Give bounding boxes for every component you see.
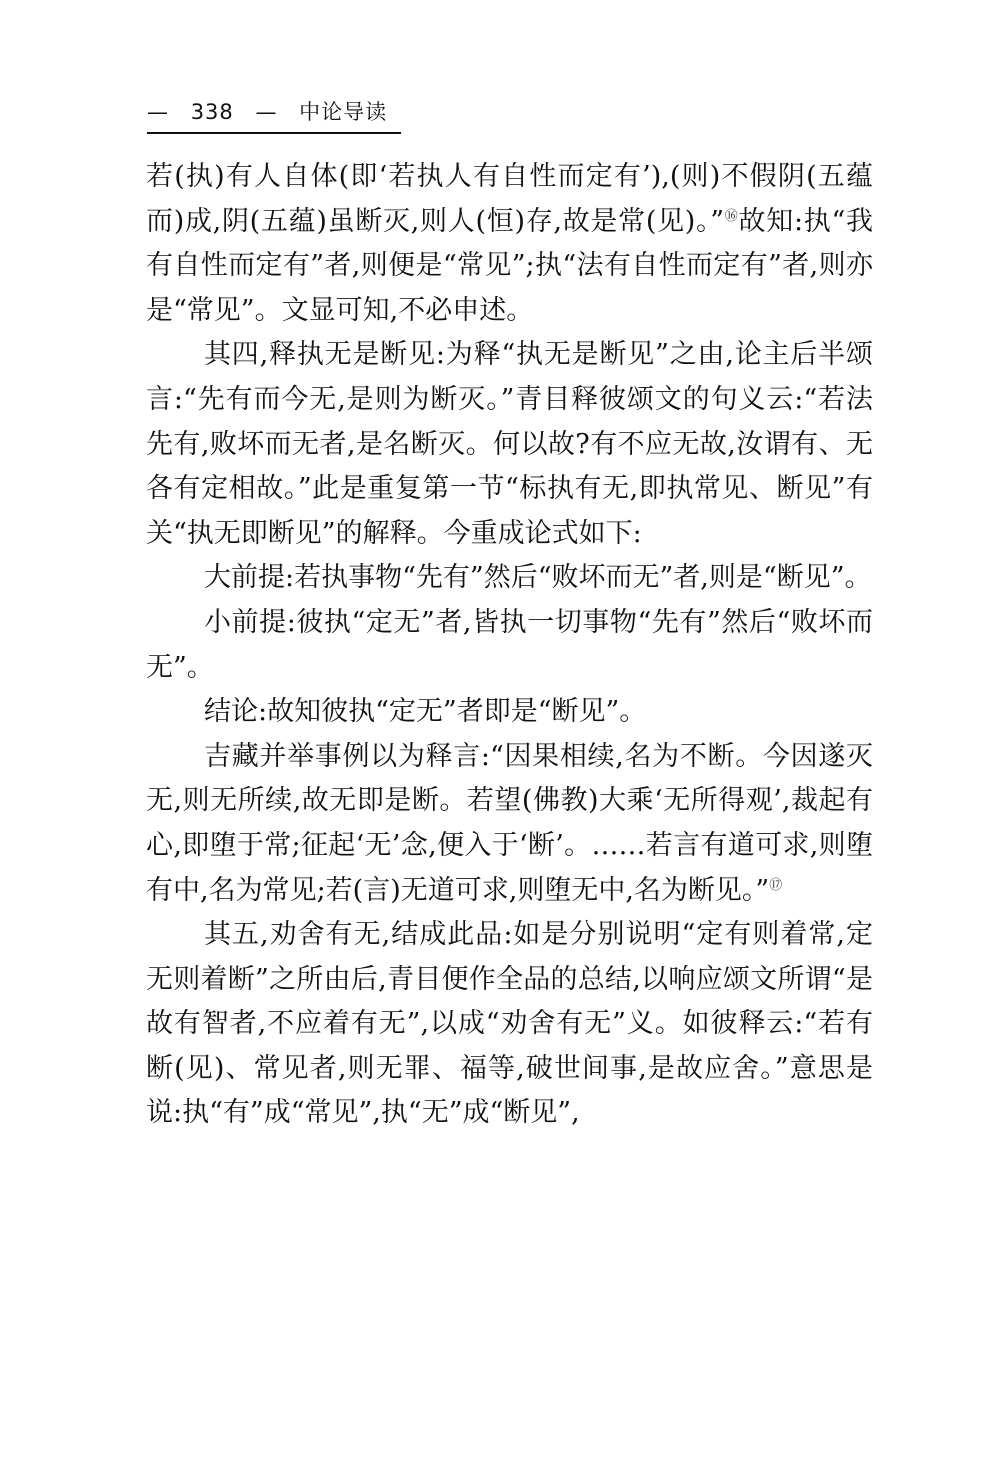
footnote-marker: ⑯ bbox=[724, 208, 739, 224]
page-body bbox=[146, 155, 873, 1136]
paragraph-2: 其四,释执无是断见:为释“执无是断见”之由,论主后半颂言:“先有而今无,是则为断灭。”青目释彼颂文的句义云:“若法先有,败坏而无者,是名断灭。何以故?有不应无故,汝谓有、无各有定相故。”此是重复第一节“标执有无,即执常见、断见”有关“执无即断见”的解释。今重成论式如下: bbox=[146, 339, 873, 549]
major-premise: 大前提:若执事物“先有”然后“败坏而无”者,则是“断见”。 bbox=[204, 562, 872, 594]
paragraph-1: 若(执)有人自体(即‘若执人有自性而定有’),(则)不假阴(五蕴而)成,阴(五蕴)虽断灭,则人(恒)存,故是常(见)。”⑯故知:执“我有自性而定有”者,则便是“常见”;执“法有自性而定有”者,则亦是“常见”。文显可知,不必申述。 bbox=[146, 161, 873, 326]
book-title: 中论导读 bbox=[299, 100, 388, 124]
header-dash-left: — bbox=[147, 100, 169, 124]
paragraph-6: 吉藏并举事例以为释言:“因果相续,名为不断。今因遂灭无,则无所续,故无即是断。若望(佛教)大乘‘无所得观’,裁起有心,即堕于常;征起‘无’念,便入于‘断’。……若言有道可求,则堕有中,名为常见;若(言)无道可求,则堕无中,名为断见。”⑰ bbox=[146, 740, 873, 906]
conclusion: 结论:故知彼执“定无”者即是“断见”。 bbox=[204, 696, 647, 728]
running-header bbox=[147, 96, 401, 134]
page-number: 338 bbox=[190, 100, 234, 124]
paragraph-7: 其五,劝舍有无,结成此品:如是分别说明“定有则着常,定无则着断”之所由后,青目便作全品的总结,以响应颂文所谓“是故有智者,不应着有无”,以成“劝舍有无”义。如彼释云:“若有断(见)、常见者,则无罪、福等,破世间事,是故应舍。”意思是说:执“有”成“常见”,执“无”成“断见”, bbox=[146, 919, 873, 1129]
minor-premise: 小前提:彼执“定无”者,皆执一切事物“先有”然后“败坏而无”。 bbox=[146, 606, 873, 683]
footnote-marker: ⑰ bbox=[769, 877, 783, 893]
header-dash-right: — bbox=[255, 100, 278, 124]
